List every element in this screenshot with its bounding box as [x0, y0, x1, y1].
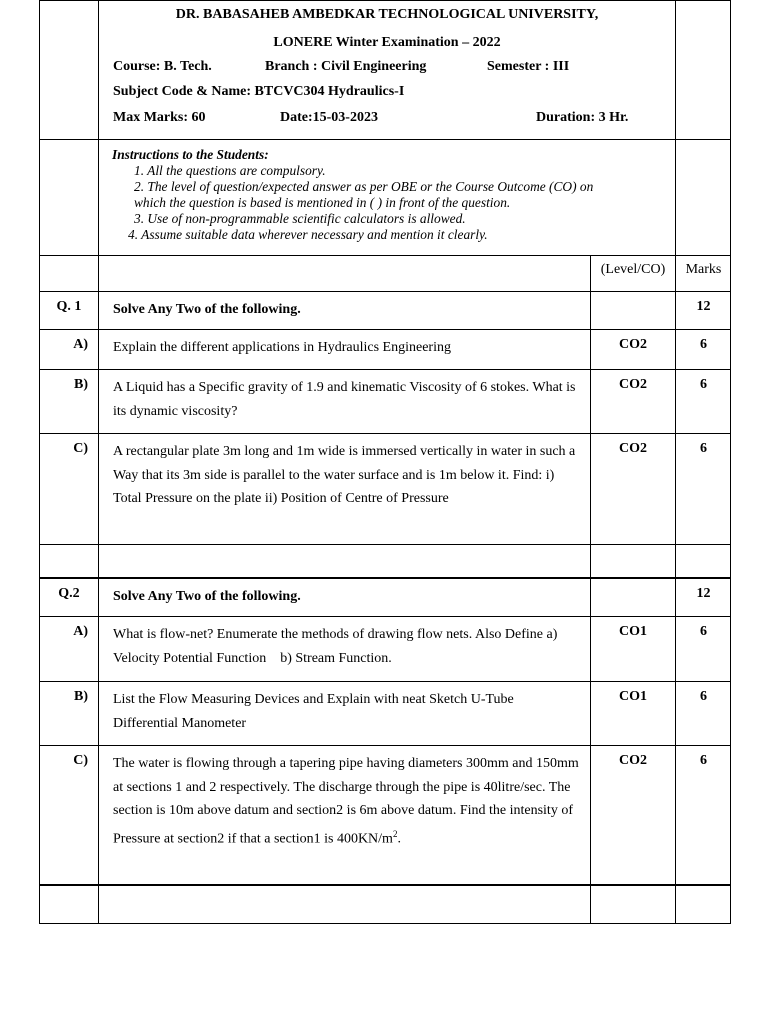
co-level: CO1: [591, 682, 676, 745]
max-marks: Max Marks: 60: [113, 109, 206, 125]
part-label: A): [40, 330, 99, 369]
question-text-end: .: [397, 831, 401, 847]
part-label: C): [40, 746, 99, 884]
exam-paper: [39, 0, 731, 924]
instruction-item: which the question is based is mentioned in ( ) in front of the question.: [134, 195, 511, 210]
co-level: CO1: [591, 617, 676, 681]
co-level: CO2: [591, 434, 676, 544]
q2-title-row: [39, 579, 731, 617]
question-text: A rectangular plate 3m long and 1m wide is immersed vertically in water in such a Way that its 3m side is parallel to the water surface and is 1m below it. Find: i) Total Pressure on the plate ii) Position of Centre of Pressure: [99, 434, 591, 544]
branch: Branch : Civil Engineering: [265, 58, 427, 74]
subject: Subject Code & Name: BTCVC304 Hydraulics-I: [113, 84, 405, 100]
exam-title: LONERE Winter Examination – 2022: [273, 35, 501, 50]
header-block: [39, 0, 731, 140]
q1-marks: 12: [696, 299, 711, 314]
q2-marks: 12: [696, 586, 711, 601]
instruction-item: 3. Use of non-programmable scientific calculators is allowed.: [134, 211, 466, 226]
part-label: A): [40, 617, 99, 681]
question-text: List the Flow Measuring Devices and Explain with neat Sketch U-Tube Differential Manometer: [99, 682, 591, 745]
part-label: C): [40, 434, 99, 544]
semester: Semester : III: [487, 58, 570, 74]
duration: Duration: 3 Hr.: [536, 109, 629, 125]
instructions-title: Instructions to the Students:: [112, 147, 269, 162]
part-marks: 6: [700, 689, 707, 704]
question-text: What is flow-net? Enumerate the methods of drawing flow nets. Also Define a) Velocity Potential Function b) Stream Function.: [99, 617, 591, 681]
question-text-body: The water is flowing through a tapering pipe having diameters 300mm and 150mm at sections 1 and 2 respectively. The discharge through the pipe is 40litre/sec. The section is 10m above datum and section2 is 6m above datum. Find the intensity of Pressure at section2 if that a section1 is 400KN/m: [113, 756, 579, 847]
q1-part-c: [39, 434, 731, 545]
q2-number: Q.2: [40, 579, 99, 616]
spacer-row: [39, 545, 731, 579]
instruction-item: 2. The level of question/expected answer as per OBE or the Course Outcome (CO) on: [134, 179, 594, 194]
q1-title: Solve Any Two of the following.: [99, 292, 591, 329]
co-level: CO2: [591, 330, 676, 369]
part-marks: 6: [700, 337, 707, 352]
column-header-row: [39, 256, 731, 292]
q1-number: Q. 1: [40, 292, 99, 329]
part-label: B): [40, 370, 99, 433]
university-name: DR. BABASAHEB AMBEDKAR TECHNOLOGICAL UNIVERSITY,: [175, 7, 599, 22]
marks-header: Marks: [685, 262, 722, 277]
q1-part-b: [39, 370, 731, 434]
part-marks: 6: [700, 753, 707, 768]
course: Course: B. Tech.: [113, 58, 212, 74]
level-co-header: (Level/CO): [600, 262, 666, 277]
part-marks: 6: [700, 441, 707, 456]
instruction-item: 4. Assume suitable data wherever necessary and mention it clearly.: [128, 227, 488, 242]
instructions-block: [39, 140, 731, 256]
instruction-item: 1. All the questions are compulsory.: [134, 163, 326, 178]
q2-part-a: [39, 617, 731, 682]
exam-date: Date:15-03-2023: [280, 109, 378, 125]
co-level: CO2: [591, 370, 676, 433]
question-text: Explain the different applications in Hydraulics Engineering: [99, 330, 591, 369]
q2-part-c: [39, 746, 731, 886]
part-marks: 6: [700, 377, 707, 392]
q2-title: Solve Any Two of the following.: [99, 579, 591, 616]
question-text: [99, 746, 591, 884]
superscript: 2: [392, 828, 398, 839]
empty-row: [39, 886, 731, 924]
question-text: A Liquid has a Specific gravity of 1.9 and kinematic Viscosity of 6 stokes. What is its dynamic viscosity?: [99, 370, 591, 433]
part-label: B): [40, 682, 99, 745]
part-marks: 6: [700, 624, 707, 639]
q2-part-b: [39, 682, 731, 746]
q1-part-a: [39, 330, 731, 370]
q1-title-row: [39, 292, 731, 330]
co-level: CO2: [591, 746, 676, 884]
